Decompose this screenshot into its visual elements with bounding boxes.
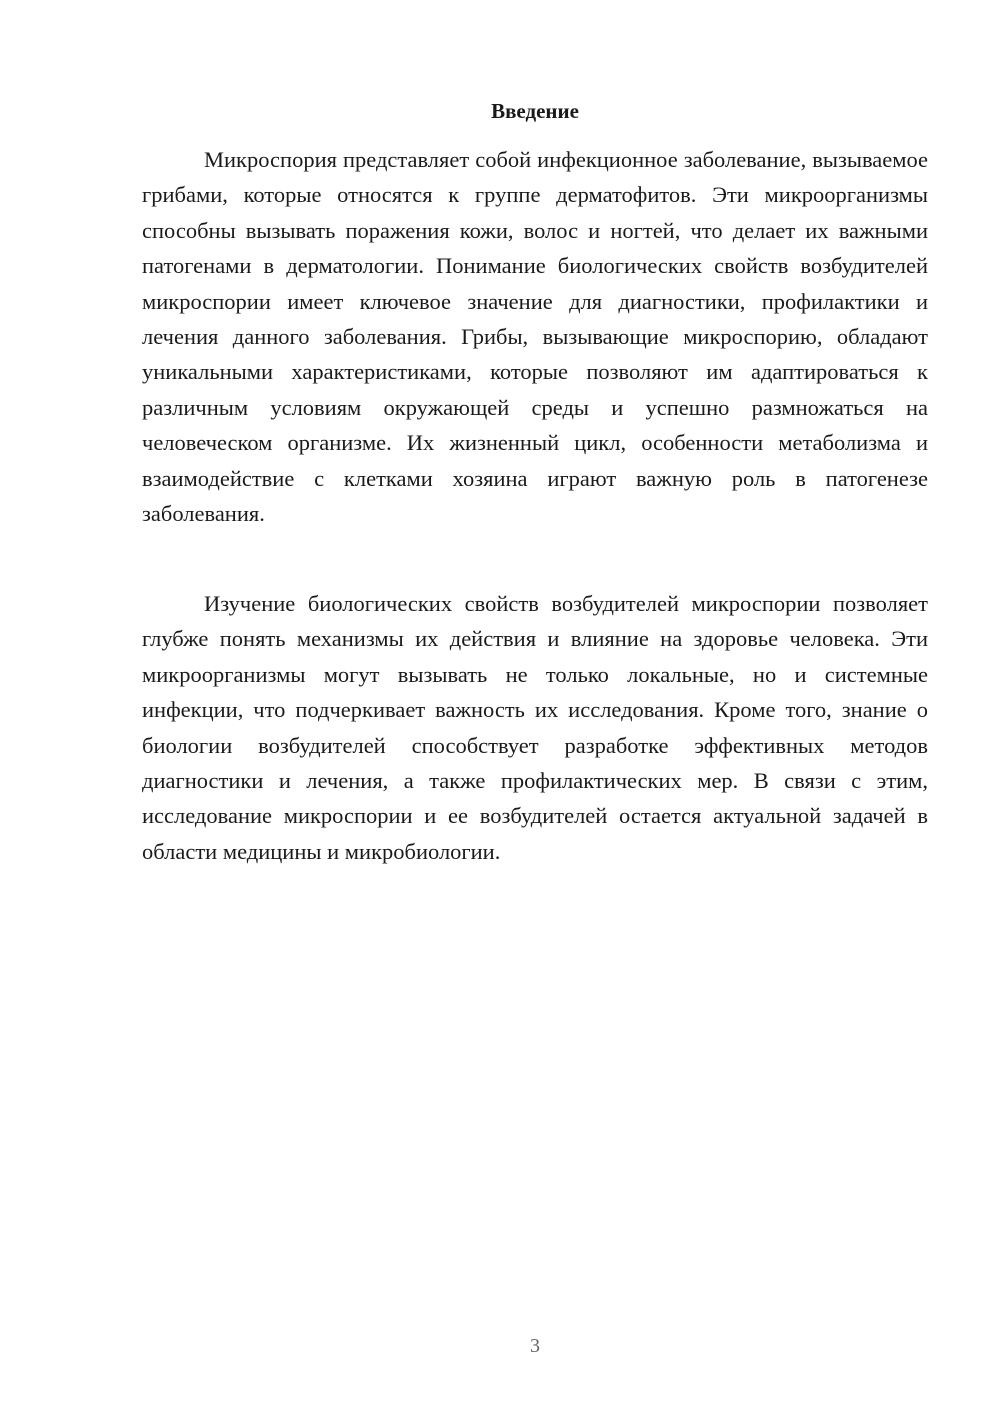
paragraph-2: Изучение биологических свойств возбудителей микроспории позволяет глубже понять механизмы их действия и влияние на здоровье человека. Эти микроорганизмы могут вызывать не только локальные, но и системные инфекции, что подчеркивает важность их исследования. Кроме того, знание о биологии возбудителей способствует разработке эффективных методов диагностики и лечения, а также профилактических мер. В связи с этим, исследование микроспории и ее возбудителей остается актуальной задачей в области медицины и микробиологии. [142,591,928,864]
paragraph-1: Микроспория представляет собой инфекционное заболевание, вызываемое грибами, которые относятся к группе дерматофитов. Эти микроорганизмы способны вызывать поражения кожи, волос и ногтей, что делает их важными патогенами в дерматологии. Понимание биологических свойств возбудителей микроспории имеет ключевое значение для диагностики, профилактики и лечения данного заболевания. Грибы, вызывающие микроспорию, обладают уникальными характеристиками, которые позволяют им адаптироваться к различным условиям окружающей среды и успешно размножаться на человеческом организме. Их жизненный цикл, особенности метаболизма и взаимодействие с клетками хозяина играют важную роль в патогенезе заболевания. [142,147,928,527]
section-heading: Введение [491,99,579,123]
page-number: 3 [530,1335,540,1357]
